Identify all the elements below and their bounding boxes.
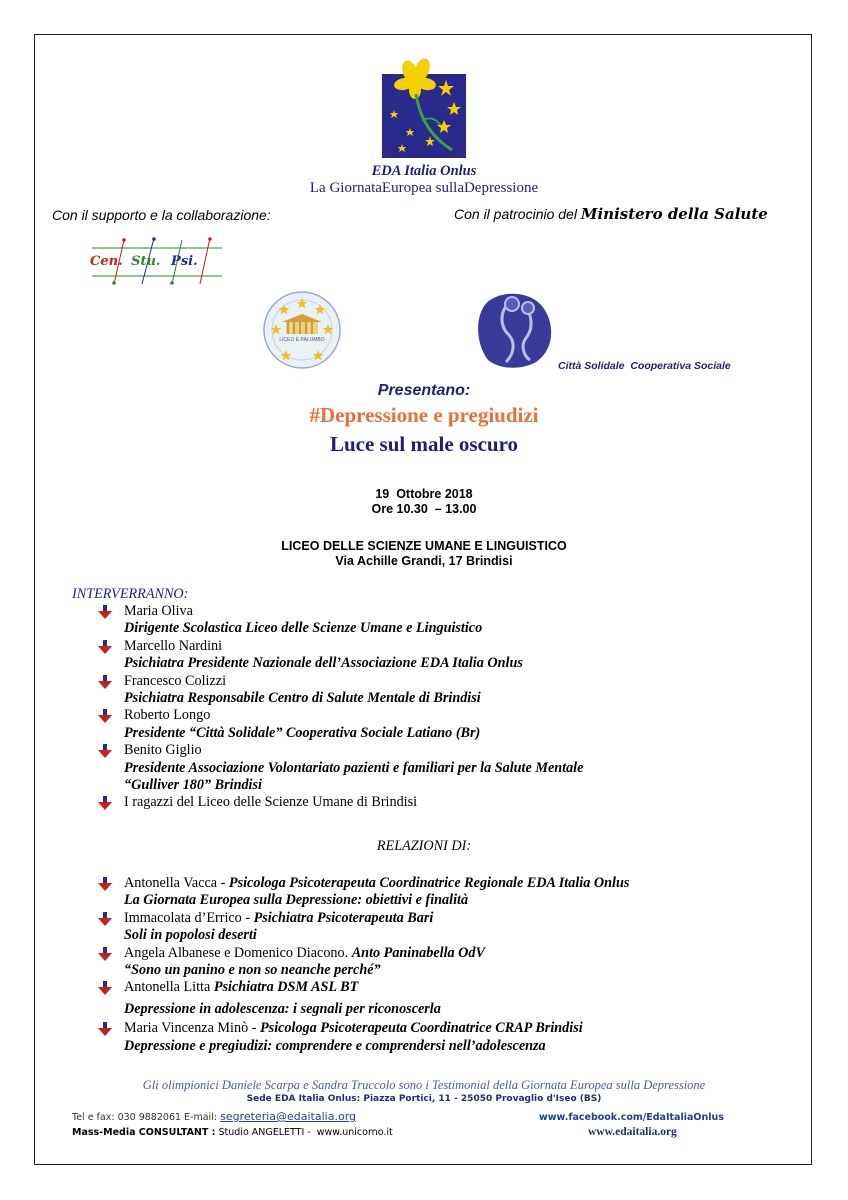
speaker-role: Presidente “Città Solidale” Cooperativa Sociale Latiano (Br) [124,724,481,741]
arrow-down-bullet-icon [98,947,112,961]
speaker-role: Dirigente Scolastica Liceo delle Scienze Umane e Linguistico [124,620,483,637]
presentano-label: Presentano: [377,382,471,399]
talk-item [98,910,798,945]
mass-media-value: Studio ANGELETTI - www.unicorno.it [218,1127,393,1138]
arrow-down-bullet-icon [98,709,112,723]
talk-topic: Depressione in adolescenza: i segnali per riconoscerla [124,1000,441,1017]
eda-logo [382,58,466,158]
liceo-seal [262,290,342,370]
event-time: Ore 10.30 – 13.00 [371,502,477,516]
speaker-name: Marcello Nardini [124,637,223,654]
facebook-link[interactable]: www.facebook.com/EdaItaliaOnlus [539,1112,724,1123]
arrow-down-bullet-icon [98,796,112,810]
talk-topic: “Sono un panino e non so neanche perché” [124,962,381,979]
liceo-seal-label: LICEO E.PALUMBO [279,337,325,343]
arrow-down-bullet-icon [98,744,112,758]
speaker-name: Maria Oliva [124,603,193,619]
arrow-down-bullet-icon [98,1022,112,1036]
talk-speaker-role: Psichiatra DSM ASL BT [213,979,359,996]
ministry-name: Ministero della Salute [580,205,768,223]
interverranno-heading: INTERVERRANNO: [72,586,189,602]
event-subtitle: Luce sul male oscuro [329,432,519,456]
speaker-item [98,742,798,794]
talk-item [98,945,798,980]
talk-speaker-role: Psichiatra Psicoterapeuta Bari [253,909,434,926]
relazioni-list [98,875,798,1055]
censtupsi-psi: Psi. [171,254,198,269]
speaker-item [98,673,798,708]
sede-line: Sede EDA Italia Onlus: Piazza Portici, 11 - 25050 Provaglio d'Iseo (BS) [246,1094,602,1104]
citta-solidale-label: Città Solidale Cooperativa Sociale [558,360,731,372]
arrow-down-bullet-icon [98,605,112,619]
contacts-label: Tel e fax: 030 9882061 E-mail: [72,1112,218,1123]
talk-item [98,875,798,910]
talk-speaker: Antonella Vacca - [124,875,229,891]
org-name: EDA Italia Onlus [371,163,477,179]
support-label: Con il supporto e la collaborazione: [52,207,271,223]
speaker-role-extra: “Gulliver 180” Brindisi [124,777,262,794]
speaker-role: Presidente Associazione Volontariato pazienti e familiari per la Salute Mentale [124,759,584,776]
speaker-name: Roberto Longo [124,707,211,724]
censtupsi-cen: Cen. [90,254,123,269]
talk-speaker-role: Psicologa Psicoterapeuta Coordinatrice Regionale EDA Italia Onlus [228,875,630,891]
testimonial-line: Gli olimpionici Daniele Scarpa e Sandra Truccolo sono i Testimonial della Giornata Europea sulla Depressione [142,1078,706,1092]
event-name-text: La GiornataEuropea sullaDepressione [309,180,539,196]
interverranno-list [98,603,798,812]
talk-topic: Soli in popolosi deserti [124,927,257,944]
patronage-label: Con il patrocinio del [454,206,577,222]
speaker-item [98,638,798,673]
censtupsi-stu: Stu. [131,254,161,269]
arrow-down-bullet-icon [98,912,112,926]
arrow-down-bullet-icon [98,675,112,689]
patronage-line [454,205,768,223]
event-date: 19 Ottobre 2018 [375,487,473,501]
citta-solidale-logo [470,290,560,370]
talk-item [98,1020,798,1055]
talk-speaker-role: Anto Paninabella OdV [351,944,485,961]
speaker-item [98,794,798,811]
talk-item [98,979,798,1018]
speaker-name: Francesco Colizzi [124,672,227,689]
speaker-item [98,603,798,638]
talk-speaker: Antonella Litta [124,979,214,996]
venue-address: Via Achille Grandi, 17 Brindisi [335,554,513,568]
speaker-name: Benito Giglio [124,742,202,759]
talk-speaker-role: Psicologa Psicoterapeuta Coordinatrice CRAP Brindisi [260,1020,583,1037]
talk-speaker: Angela Albanese e Domenico Diacono. [124,944,352,961]
event-name [0,180,848,197]
speaker-item [98,707,798,742]
talk-speaker: Maria Vincenza Minò - [124,1020,260,1037]
email-link[interactable]: segreteria@edaitalia.org [220,1110,356,1123]
event-title: #Depressione e pregiudizi [309,403,539,427]
arrow-down-bullet-icon [98,877,112,891]
mass-media-line [72,1127,393,1138]
arrow-down-bullet-icon [98,640,112,654]
censtupsi-text [90,254,198,269]
relazioni-heading: RELAZIONI DI: [376,838,472,854]
arrow-down-bullet-icon [98,981,112,995]
talk-topic: La Giornata Europea sulla Depressione: obiettivi e finalità [124,892,469,909]
speaker-name: I ragazzi del Liceo delle Scienze Umane di Brindisi [124,794,418,811]
venue-name: LICEO DELLE SCIENZE UMANE E LINGUISTICO [281,539,567,553]
mass-media-label: Mass-Media CONSULTANT : [72,1127,216,1138]
talk-speaker: Immacolata d’Errico - [124,909,254,926]
speaker-role: Psichiatra Presidente Nazionale dell’Associazione EDA Italia Onlus [124,655,523,672]
contacts-line [72,1110,356,1123]
speaker-role: Psichiatra Responsabile Centro di Salute Mentale di Brindisi [124,690,481,707]
website-link[interactable]: www.edaitalia.org [588,1126,677,1138]
talk-topic: Depressione e pregiudizi: comprendere e comprendersi nell’adolescenza [124,1037,546,1054]
